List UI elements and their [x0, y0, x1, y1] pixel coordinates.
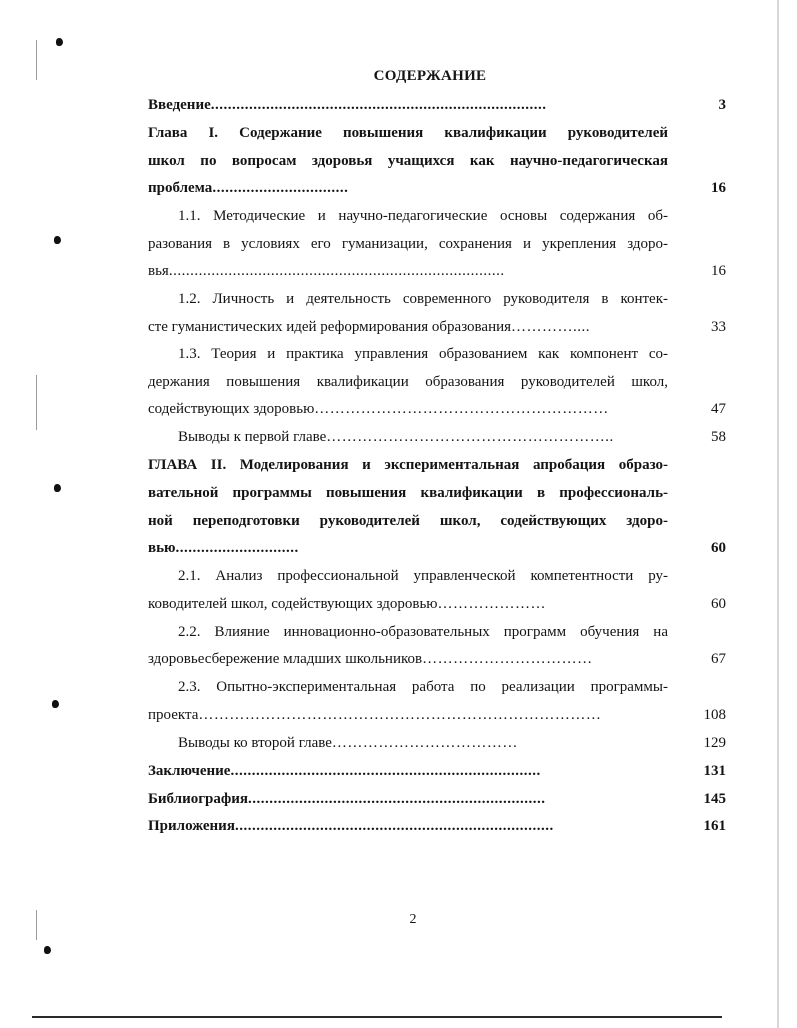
toc-entry-1-2-end: сте гуманистических идей реформирования образования…………....	[148, 319, 591, 335]
toc-page-number: 108	[703, 707, 726, 723]
toc-page-number: 60	[711, 540, 726, 556]
toc-page-number: 58	[711, 429, 726, 445]
toc-entry-conclusions-1: Выводы к первой главе………………………………………………..	[178, 429, 614, 445]
toc-entry-bibliography: Библиография......................................................................	[148, 791, 546, 807]
binder-hole-mark	[54, 484, 61, 492]
toc-entry-1-1-cont: разования в условиях его гуманизации, сохранения и укрепления здоро-	[148, 236, 668, 252]
scan-tick	[36, 375, 37, 430]
toc-page-number: 67	[711, 651, 726, 667]
toc-page-number: 33	[711, 319, 726, 335]
page-title: СОДЕРЖАНИЕ	[373, 68, 487, 84]
page-number-footer: 2	[409, 912, 417, 927]
toc-entry-chapter-2-cont: ной переподготовки руководителей школ, содействующих здоро-	[148, 513, 668, 529]
toc-entry-chapter-2-cont: вательной программы повышения квалификации в профессиональ-	[148, 485, 668, 501]
toc-entry-1-3-end: содействующих здоровью…………………………………………………	[148, 401, 609, 417]
toc-page-number: 3	[718, 97, 726, 113]
scan-edge-right	[777, 0, 779, 1028]
toc-entry-2-2: 2.2. Влияние инновационно-образовательных программ обучения на	[178, 624, 668, 640]
toc-page-number: 131	[703, 763, 726, 779]
toc-page-number: 16	[711, 263, 726, 279]
binder-hole-mark	[44, 946, 51, 954]
toc-entry-1-1-end: вья...............................................................................	[148, 263, 505, 279]
toc-entry-1-2: 1.2. Личность и деятельность современного руководителя в контек-	[178, 291, 668, 307]
toc-entry-conclusions-2: Выводы ко второй главе………………………………	[178, 735, 518, 751]
toc-entry-2-2-end: здоровьесбережение младших школьников……………………………	[148, 651, 593, 667]
toc-entry-2-3: 2.3. Опытно-экспериментальная работа по реализации программы-	[178, 679, 668, 695]
toc-entry-chapter-1-end: проблема................................	[148, 180, 349, 196]
binder-hole-mark	[54, 236, 61, 244]
toc-page-number: 129	[703, 735, 726, 751]
toc-entry-chapter-2-end: вью.............................	[148, 540, 299, 556]
toc-page-number: 60	[711, 596, 726, 612]
toc-entry-chapter-1-cont: школ по вопросам здоровья учащихся как научно-педагогическая	[148, 153, 668, 169]
toc-page-number: 161	[703, 818, 726, 834]
binder-hole-mark	[52, 700, 59, 708]
toc-page-number: 47	[711, 401, 726, 417]
toc-entry-intro: Введение...............................................................................	[148, 97, 547, 113]
toc-entry-chapter-1: Глава I. Содержание повышения квалификации руководителей	[148, 125, 668, 141]
toc-entry-2-3-end: проекта……………………………………………………………………	[148, 707, 602, 723]
toc-entry-conclusion: Заключение.........................................................................	[148, 763, 541, 779]
toc-entry-2-1-end: ководителей школ, содействующих здоровью…………………	[148, 596, 547, 612]
toc-page-number: 16	[711, 180, 726, 196]
toc-entry-appendices: Приложения...........................................................................	[148, 818, 554, 834]
toc-entry-1-3-cont: держания повышения квалификации образования руководителей школ,	[148, 374, 668, 390]
toc-entry-2-1: 2.1. Анализ профессиональной управленческой компетентности ру-	[178, 568, 668, 584]
toc-page-number: 145	[703, 791, 726, 807]
toc-entry-1-3: 1.3. Теория и практика управления образованием как компонент со-	[178, 346, 668, 362]
scan-edge-bottom	[32, 1016, 722, 1018]
binder-hole-mark	[56, 38, 63, 46]
toc-entry-1-1: 1.1. Методические и научно-педагогические основы содержания об-	[178, 208, 668, 224]
toc-entry-chapter-2: ГЛАВА II. Моделирования и экспериментальная апробация образо-	[148, 457, 668, 473]
